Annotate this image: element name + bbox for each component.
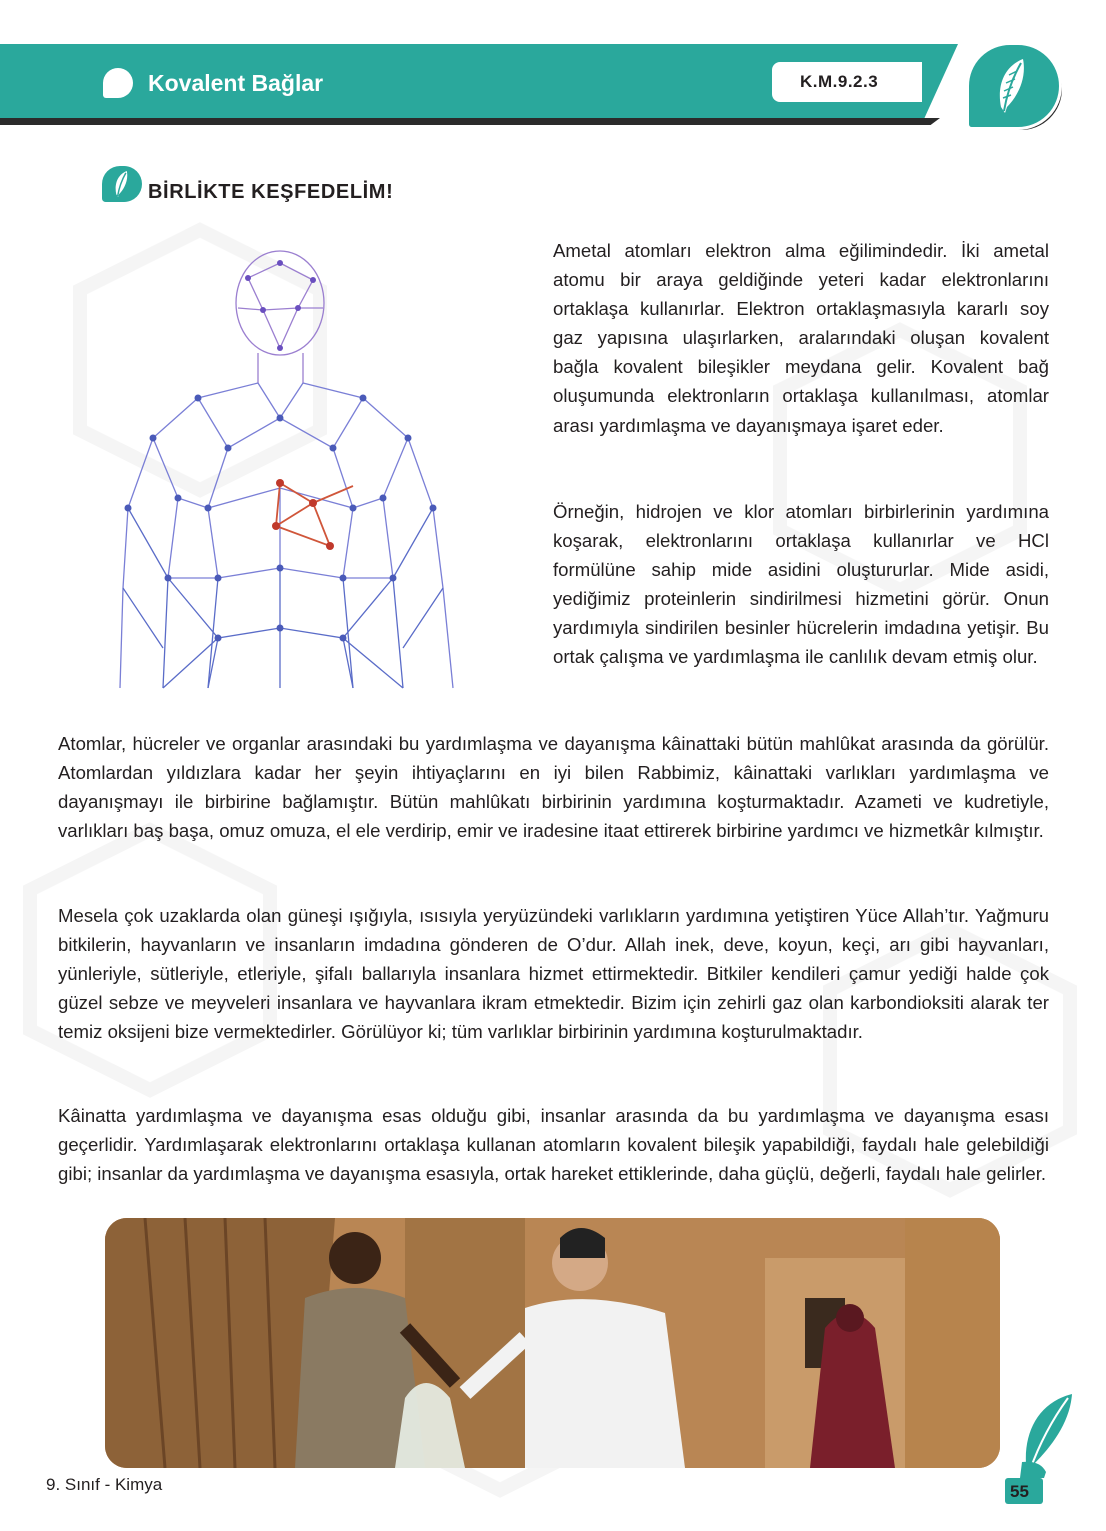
header-bullet-icon — [103, 68, 133, 98]
section-heading: BİRLİKTE KEŞFEDELİM! — [148, 181, 394, 203]
page-number: 55 — [1010, 1482, 1029, 1501]
full-paragraph-3: Kâinatta yardımlaşma ve dayanışma esas olduğu gibi, insanlar arasında da bu yardımlaşma ve dayanışma esası geçerlidir. Yardımlaşarak elektronlarını ortaklaşa kullanan atomların kovalent bileşik yapabildiği, faydalı hale gelebildiği gibi; insanlar da yardımlaşma ve dayanışma esasıyla, ortak hareket ettiklerinde, daha güçlü, değerli, faydalı hale gelirler. — [58, 1105, 1049, 1185]
aid-photo — [105, 1218, 1000, 1468]
column-paragraph-1: Ametal atomları elektron alma eğilimindedir. İki ametal atomu bir araya geldiğinde yeteri kadar elektronlarını ortaklaşa kullanırlar. Elektron ortaklaşmasıyla kararlı soy gaz yapısına ulaşırlarken, aralarındaki oluşan kovalent bağla kovalent bileşikler meydana gelir. Kovalent bağ oluşumunda elektronların ortaklaşa kullanılması, atomlar arası yardımlaşma ve dayanışmaya işaret eder. — [553, 240, 1049, 436]
section-icon — [102, 166, 142, 202]
quill-inkwell-icon — [1000, 1390, 1080, 1490]
curriculum-code: K.M.9.2.3 — [800, 72, 879, 91]
quill-icon — [112, 170, 132, 198]
full-paragraph-2: Mesela çok uzaklarda olan güneşi ışığıyla, ısısıyla yeryüzündeki varlıkların yardımına yetiştiren Yüce Allah’tır. Yağmuru bitkilerin, hayvanların ve insanların imdadına gönderen de O’dur. Allah inek, deve, koyun, keçi, arı gibi hayvanları, yünleriyle, sütleriyle, etleriyle, şifalı ballarıyla insanlara hizmet ettirmektedir. Bitkiler kendileri çamur yediği halde çok güzel sebze ve meyveleri insanlara ve hayvanlara ikram etmektedir. Bizim için zehirli gaz olan karbondioksiti alarak ter temiz oksijeni bize vermektedirler. Görülüyor ki; tüm varlıklar birbirinin yardımına koşturulmaktadır. — [58, 905, 1049, 1043]
human-network-illustration — [108, 248, 468, 690]
full-paragraph-1: Atomlar, hücreler ve organlar arasındaki bu yardımlaşma ve dayanışma kâinattaki bütün mahlûkat arasında da görülür. Atomlardan yıldızlara kadar her şeyin ihtiyaçlarını en iyi bilen Rabbimiz, kâinattaki varlıkları yardımlaşma ve dayanışmayı ile birbirine bağlamıştır. Bütün mahlûkatı birbirinin yardımına koşturmaktadır. Azameti ve kudretiyle, varlıkları baş başa, omuz omuza, el ele verdirip, emir ve iradesine itaat ettirerek birbirine yardımcı ve hizmetkâr kılmıştır. — [58, 733, 1049, 842]
header-shadow — [0, 118, 940, 125]
header-title: Kovalent Bağlar — [148, 70, 324, 96]
quill-badge — [966, 42, 1062, 130]
column-paragraph-2: Örneğin, hidrojen ve klor atomları birbirlerinin yardımına koşarak, elektronlarını ortaklaşa kullanırlar ve HCl formülüne sahip mide asidini oluştururlar. Mide asidi, yediğimiz proteinlerin sindirilmesi hizmetini görür. Onun yardımıyla sindirilen besinler hücrelerin imdadına yetişir. Bu ortak çalışma ve yardımlaşma ile canlılık devam etmiş olur. — [553, 501, 1049, 668]
book-title: 9. Sınıf - Kimya — [46, 1475, 163, 1494]
quill-icon — [993, 57, 1033, 115]
